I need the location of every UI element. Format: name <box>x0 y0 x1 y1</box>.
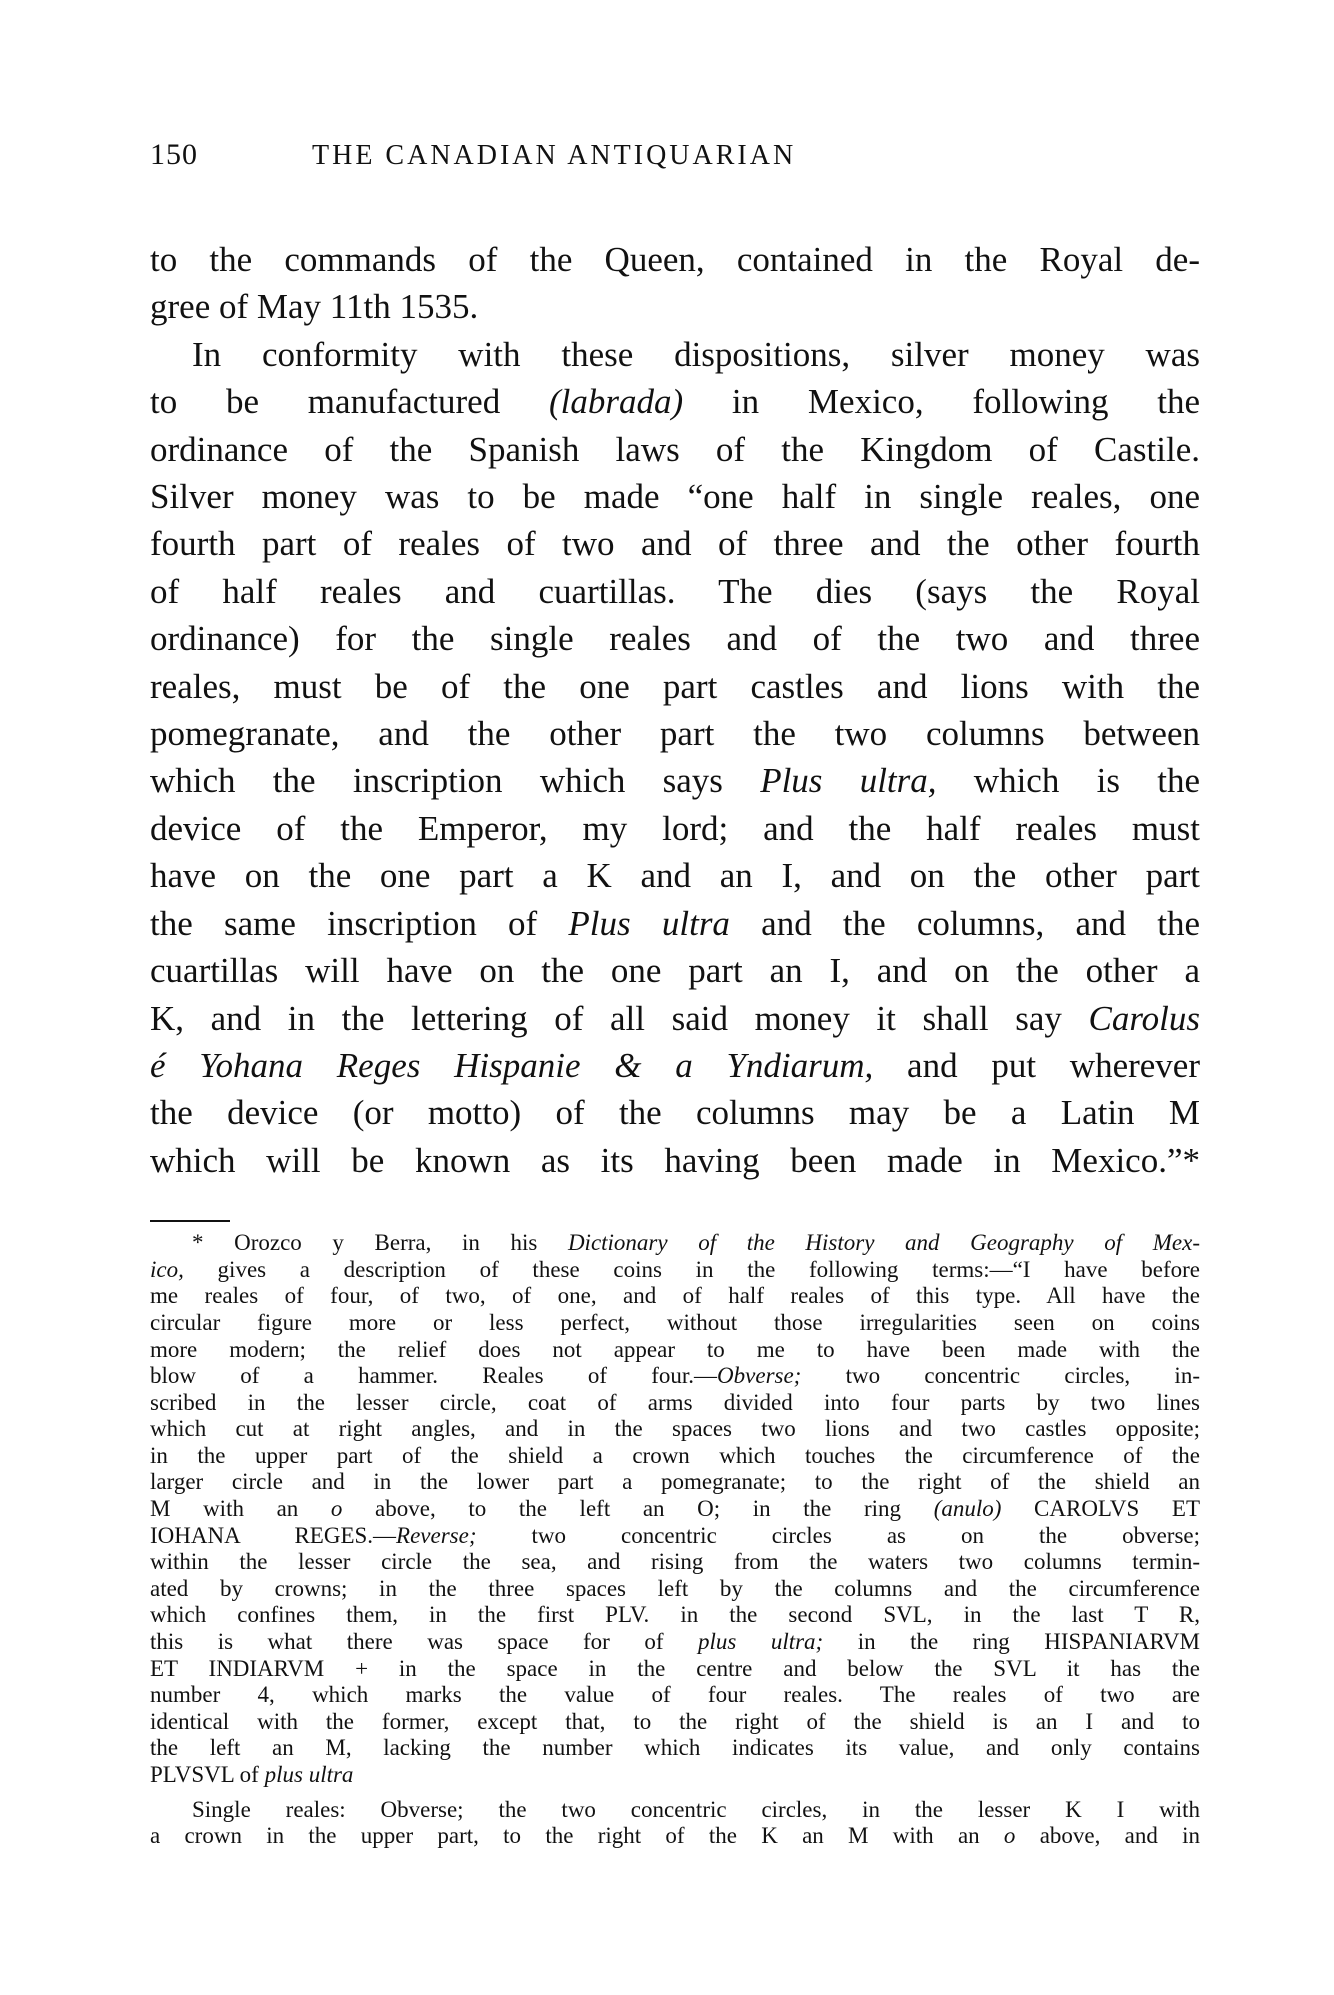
text-line: cuartillas will have on the one part an I, and on the other a <box>150 951 1200 991</box>
text-line: fourth part of reales of two and of three and the other fourth <box>150 524 1200 564</box>
text-line: reales, must be of the one part castles and lions with the <box>150 666 1200 706</box>
page-number: 150 <box>150 138 198 171</box>
text-line: In conformity with these dispositions, silver money was <box>192 334 1200 374</box>
footnote-line: more modern; the relief does not appear to me to have been made with the <box>150 1336 1200 1362</box>
footnote-rule <box>150 1220 230 1222</box>
footnote-line: number 4, which marks the value of four reales. The reales of two are <box>150 1682 1200 1708</box>
footnote-line: this is what there was space for of plus ultra; in the ring HISPANIARVM <box>150 1629 1201 1655</box>
text-line: device of the Emperor, my lord; and the half reales must <box>150 808 1200 848</box>
footnote-line: larger circle and in the lower part a pomegranate; to the right of the shield an <box>150 1469 1200 1495</box>
main-text <box>150 236 1200 1184</box>
footnote-line: within the lesser circle the sea, and rising from the waters two columns termin- <box>150 1549 1200 1575</box>
text-line: K, and in the lettering of all said money it shall say Carolus <box>150 998 1200 1038</box>
text-line: of half reales and cuartillas. The dies (says the Royal <box>150 571 1200 611</box>
footnote-line: ated by crowns; in the three spaces left by the columns and the circumference <box>150 1575 1200 1601</box>
footnote-line: Single reales: Obverse; the two concentric circles, in the lesser K I with <box>192 1796 1200 1822</box>
running-header <box>150 138 1200 194</box>
footnote-line: scribed in the lesser circle, coat of arms divided into four parts by two lines <box>150 1389 1200 1415</box>
text-line: to the commands of the Queen, contained in the Royal de- <box>150 240 1200 279</box>
footnote-line: ico, gives a description of these coins in the following terms:—“I have before <box>150 1256 1200 1282</box>
footnote-line: which confines them, in the first PLV. in the second SVL, in the last T R, <box>150 1602 1200 1628</box>
text-line: have on the one part a K and an I, and on the other part <box>150 856 1200 896</box>
text-line: é Yohana Reges Hispanie & a Yndiarum, and put wherever <box>150 1045 1200 1085</box>
text-line: pomegranate, and the other part the two columns between <box>150 714 1200 754</box>
text-line: to be manufactured (labrada) in Mexico, following the <box>150 382 1200 422</box>
text-line: the device (or motto) of the columns may be a Latin M <box>150 1093 1200 1133</box>
paragraph-gap <box>150 1789 1200 1797</box>
footnote-line: PLVSVL of plus ultra <box>150 1762 354 1787</box>
footnote-line: IOHANA REGES.—Reverse; two concentric circles as on the obverse; <box>150 1522 1201 1548</box>
footnote-line: ET INDIARVM + in the space in the centre and below the SVL it has the <box>150 1655 1200 1681</box>
footnote-block <box>150 1230 1200 1850</box>
footnote-line: a crown in the upper part, to the right of the K an M with an o above, and in <box>150 1823 1200 1849</box>
text-line: ordinance) for the single reales and of the two and three <box>150 619 1200 659</box>
page <box>150 138 1200 1850</box>
text-line: ordinance of the Spanish laws of the Kingdom of Castile. <box>150 429 1200 469</box>
footnote-line: * Orozco y Berra, in his Dictionary of the History and Geography of Mex- <box>192 1230 1200 1256</box>
footnote-line: circular figure more or less perfect, without those irregularities seen on coins <box>150 1309 1200 1335</box>
text-line: gree of May 11th 1535. <box>150 287 479 327</box>
text-line: which the inscription which says Plus ultra, which is the <box>150 761 1201 801</box>
text-line: Silver money was to be made “one half in single reales, one <box>150 477 1200 517</box>
running-title: THE CANADIAN ANTIQUARIAN <box>312 140 797 171</box>
footnote-line: identical with the former, except that, to the right of the shield is an I and to <box>150 1708 1200 1734</box>
footnote-line: blow of a hammer. Reales of four.—Obverse; two concentric circles, in- <box>150 1363 1200 1389</box>
text-line: which will be known as its having been made in Mexico.”* <box>150 1140 1200 1180</box>
text-line: the same inscription of Plus ultra and the columns, and the <box>150 903 1200 943</box>
footnote-line: me reales of four, of two, of one, and of half reales of this type. All have the <box>150 1283 1200 1309</box>
footnote-line: in the upper part of the shield a crown which touches the circumference of the <box>150 1442 1200 1468</box>
footnote-line: M with an o above, to the left an O; in the ring (anulo) CAROLVS ET <box>150 1496 1200 1522</box>
footnote-line: the left an M, lacking the number which indicates its value, and only contains <box>150 1735 1200 1761</box>
footnote-line: which cut at right angles, and in the spaces two lions and two castles opposite; <box>150 1416 1200 1442</box>
